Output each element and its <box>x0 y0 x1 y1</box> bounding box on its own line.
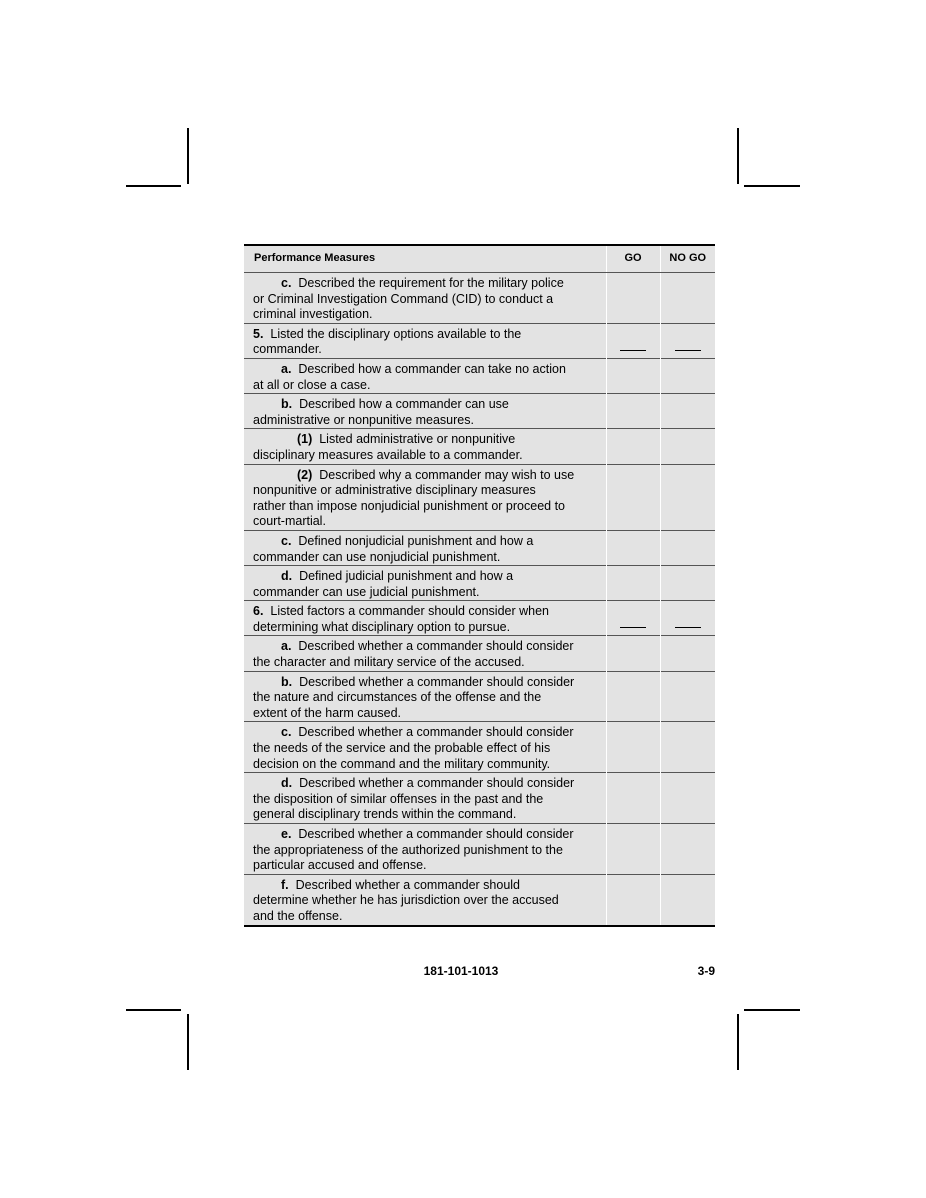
no-go-cell <box>660 671 715 722</box>
go-cell <box>606 566 660 601</box>
measure-text: Defined judicial punishment and how a commander can use judicial punishment. <box>253 569 514 599</box>
measure-label: d. <box>281 569 293 584</box>
performance-measures-table <box>244 244 715 927</box>
crop-mark-bottom-left-horizontal <box>126 1009 181 1011</box>
table-row <box>244 874 715 925</box>
crop-mark-bottom-right-vertical <box>737 1014 739 1070</box>
measure-cell <box>244 722 606 773</box>
table-row <box>244 671 715 722</box>
go-cell <box>606 358 660 393</box>
table-row <box>244 323 715 358</box>
measure-cell <box>244 394 606 429</box>
crop-mark-top-right-horizontal <box>744 185 800 187</box>
measure-cell <box>244 429 606 464</box>
page-number: 3-9 <box>697 964 715 978</box>
measure-text: Described whether a commander should consider the appropriateness of the authorized punishment to the particular accused and offense. <box>253 827 574 873</box>
table-row <box>244 722 715 773</box>
measure-label: c. <box>281 533 292 548</box>
measure-text: Described whether a commander should consider the nature and circumstances of the offense and the extent of the harm caused. <box>253 674 575 720</box>
document-code: 181-101-1013 <box>423 964 499 978</box>
measure-label: f. <box>281 877 289 892</box>
go-blank-line <box>620 627 646 628</box>
no-go-cell <box>660 824 715 875</box>
measure-cell <box>244 773 606 824</box>
measure-label: (1) <box>297 432 313 447</box>
no-go-cell <box>660 722 715 773</box>
measure-label: a. <box>281 361 292 376</box>
go-cell <box>606 530 660 565</box>
crop-mark-bottom-left-vertical <box>187 1014 189 1070</box>
measures-body <box>244 273 715 926</box>
measure-cell <box>244 671 606 722</box>
measure-text: Described whether a commander should consider the character and military service of the accused. <box>253 639 574 670</box>
go-cell <box>606 273 660 324</box>
measure-text: Described the requirement for the military police or Criminal Investigation Command (CID) to conduct a criminal investigation. <box>253 276 564 322</box>
go-cell[interactable] <box>606 323 660 358</box>
no-go-cell <box>660 273 715 324</box>
measure-text: Defined nonjudicial punishment and how a commander can use nonjudicial punishment. <box>253 533 534 564</box>
measure-cell <box>244 601 606 636</box>
no-go-cell <box>660 464 715 530</box>
measure-cell <box>244 824 606 875</box>
go-cell <box>606 722 660 773</box>
go-cell <box>606 636 660 671</box>
measure-label: c. <box>281 276 292 290</box>
measure-label: c. <box>281 725 292 740</box>
measure-label: d. <box>281 776 293 791</box>
measure-label: 5. <box>253 326 264 341</box>
crop-mark-top-right-vertical <box>737 128 739 184</box>
table-row <box>244 601 715 636</box>
go-blank-line <box>620 350 646 351</box>
measure-cell <box>244 530 606 565</box>
measure-cell <box>244 566 606 601</box>
no-go-cell <box>660 429 715 464</box>
measure-label: (2) <box>297 467 313 482</box>
performance-measures-header: Performance Measures <box>244 245 606 273</box>
table-row <box>244 429 715 464</box>
measure-cell <box>244 358 606 393</box>
no-go-blank-line <box>675 627 701 628</box>
no-go-cell <box>660 358 715 393</box>
measure-text: Described whether a commander should consider the disposition of similar offenses in the past and the general disciplinary trends within the command. <box>253 776 575 822</box>
measure-text: Listed administrative or nonpunitive disciplinary measures available to a commander. <box>253 432 523 462</box>
crop-mark-bottom-right-horizontal <box>744 1009 800 1011</box>
no-go-cell <box>660 874 715 925</box>
table-row <box>244 273 715 324</box>
measure-cell <box>244 874 606 925</box>
measure-text: Described whether a commander should consider the needs of the service and the probable effect of his decision on the command and the military community. <box>253 725 574 771</box>
measure-text: Listed the disciplinary options available to the commander. <box>253 326 522 357</box>
go-cell[interactable] <box>606 601 660 636</box>
go-cell <box>606 874 660 925</box>
table-row <box>244 358 715 393</box>
measure-text: Described how a commander can take no action at all or close a case. <box>253 361 566 392</box>
no-go-cell <box>660 530 715 565</box>
measure-text: Described how a commander can use administrative or nonpunitive measures. <box>253 397 509 427</box>
no-go-blank-line <box>675 350 701 351</box>
table-row <box>244 824 715 875</box>
measure-cell <box>244 464 606 530</box>
go-cell <box>606 824 660 875</box>
go-cell <box>606 429 660 464</box>
no-go-header: NO GO <box>660 245 715 273</box>
measure-label: a. <box>281 639 292 654</box>
no-go-cell <box>660 394 715 429</box>
table-row <box>244 773 715 824</box>
measure-cell <box>244 636 606 671</box>
no-go-cell <box>660 773 715 824</box>
measure-text: Listed factors a commander should consider when determining what disciplinary option to pursue. <box>253 604 550 634</box>
table-row <box>244 464 715 530</box>
table-header-row <box>244 245 715 273</box>
measure-text: Described whether a commander should determine whether he has jurisdiction over the accused and the offense. <box>253 877 559 923</box>
go-cell <box>606 671 660 722</box>
measure-label: b. <box>281 674 293 689</box>
table-row <box>244 566 715 601</box>
table-row <box>244 530 715 565</box>
no-go-cell <box>660 566 715 601</box>
no-go-cell[interactable] <box>660 601 715 636</box>
crop-mark-top-left-vertical <box>187 128 189 184</box>
crop-mark-top-left-horizontal <box>126 185 181 187</box>
go-header: GO <box>606 245 660 273</box>
measure-label: b. <box>281 397 293 412</box>
measure-cell <box>244 323 606 358</box>
no-go-cell <box>660 636 715 671</box>
table-row <box>244 636 715 671</box>
measure-label: 6. <box>253 604 264 619</box>
table-row <box>244 394 715 429</box>
no-go-cell[interactable] <box>660 323 715 358</box>
go-cell <box>606 773 660 824</box>
measure-cell <box>244 273 606 324</box>
measure-text: Described why a commander may wish to use nonpunitive or administrative disciplinary measures rather than impose nonjudicial punishment or proceed to court-martial. <box>253 467 575 529</box>
go-cell <box>606 464 660 530</box>
go-cell <box>606 394 660 429</box>
measure-label: e. <box>281 827 292 841</box>
